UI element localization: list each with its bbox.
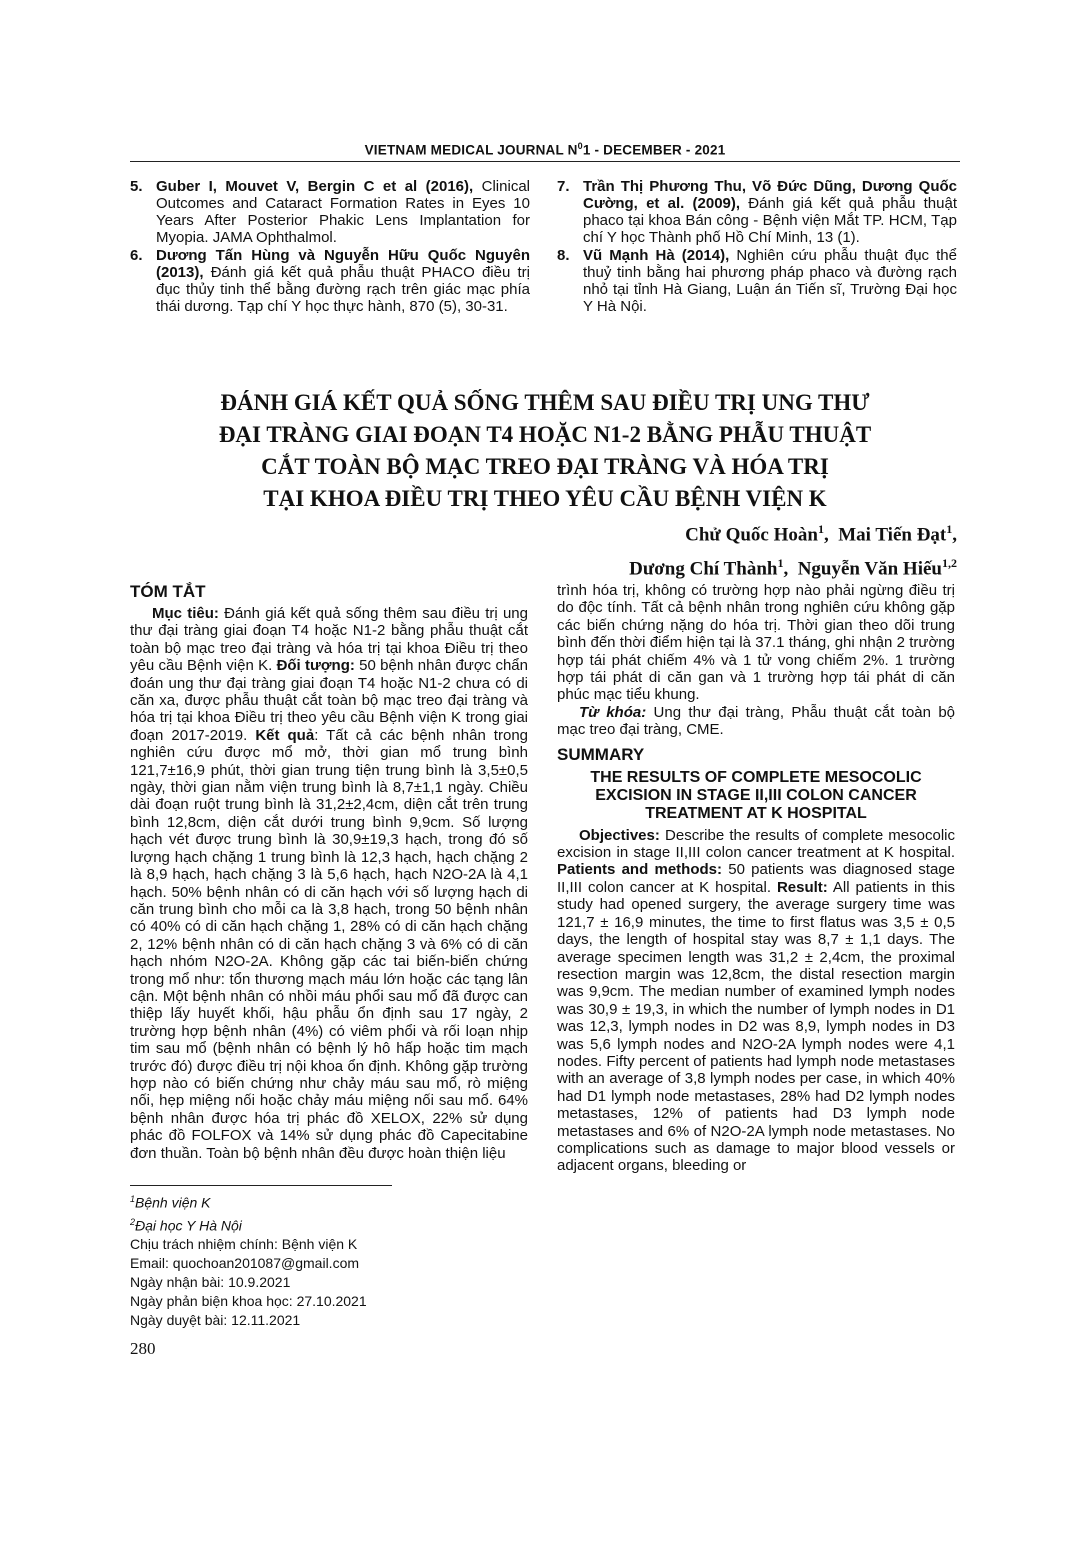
abstract-vi-heading: TÓM TẮT — [130, 582, 206, 601]
footnote-sup: 2 — [130, 1216, 136, 1227]
author-affiliation: 1 — [817, 522, 824, 536]
reference-text: Nghiên cứu phẫu thuật đục thể thuỷ tinh bằng hai phương pháp phaco và đường rạch nhỏ tại tỉnh Hà Giang, Luận án Tiến sĩ, Trường Đại học Y Hà Nội. — [583, 247, 957, 315]
author-name: Chử Quốc Hoàn — [685, 524, 818, 546]
footnotes — [130, 1190, 530, 1330]
header-divider — [130, 161, 960, 162]
article-title — [130, 387, 960, 515]
objectives-label: Objectives: — [579, 826, 660, 844]
reference-item — [130, 178, 530, 246]
footnote-text: Bệnh viện K — [135, 1194, 211, 1211]
abstract-vi-paragraph-continued: trình hóa trị, không có trường hợp nào phải ngừng điều trị do độc tính. Tất cả bệnh nhân trong nghiên cứu không gặp các biến chứng nặng do hóa trị. Thời gian theo dõi trung bình đến thời điểm hiện tại là 37.1 tháng, ghi nhận 2 trường hợp tái phát chiếm 4% và 1 tử vong chiếm 2%. 1 trường hợp tái phát di căn gan và 1 trường hợp tái phát di căn phúc mạc tiểu khung. — [557, 582, 955, 704]
abstract-vi-column — [130, 582, 528, 1162]
subjects-label: Đối tượng: — [276, 657, 355, 675]
keywords-label: Từ khóa: — [579, 703, 647, 721]
journal-header-suffix: 1 - DECEMBER - 2021 — [582, 142, 726, 158]
results-text: : Tất cả các bệnh nhân trong nghiên cứu được mổ mở, thời gian mổ trung bình 121,7±16,9 phút, thời gian trung tiện trung bình là 3,5±0,5 ngày, thời gian nằm viện trung bình là 8,7±1,1 ngày. Chiều dài đoạn ruột trung bình là 31,2±2,4cm, diện cắt trên trung bình 12,8cm, diện cắt dưới trung bình 9,9cm. Số lượng hạch vét được trung bình là 30,9±19,3 hạch, trong đó số lượng hạch chặng 1 trung bình là 12,3 hạch, hạch chặng 2 là 8,9 hạch, hạch chặng 3 là 5,6 hạch, hạch N2O-2A là 4,1 hạch. 50% bệnh nhân có di căn hạch với số lượng hạch di căn trung bình cho mỗi ca là 3,8 hạch, trong 50 bệnh nhân có 40% có di căn hạch chặng 1, 28% có di căn hạch chặng 2, 12% bệnh nhân có di căn hạch chặng 3 và 6% có di căn hạch nhóm N2O-2A. Không gặp các tai biến-biến chứng trong mổ như: tổn thương mạch máu lớn hoặc các tạng lân cận. Một bệnh nhân có nhồi máu phổi sau mổ đã được can thiệp lấy huyết khối, hậu phẫu ổn định sau 17 ngày, 2 trường hợp bệnh nhân (4%) có viêm phổi và rối loạn nhịp tim sau mổ (bệnh nhân có bệnh lý hô hấp hoặc tim mạch trước đó) được điều trị nội khoa ổn định. Không gặp trường hợp nào có biến chứng như chảy máu sau mổ, rò miệng nối, hẹp miệng nối hoặc chảy máu miệng nối sau mổ. 64% bệnh nhân được hóa trị phác đồ XELOX, 22% sử dụng phác đồ FOLFOX và 14% sử dụng phác đồ Capecitabine đơn thuần. Toàn bộ bệnh nhân đều được hoàn thiện liệu — [130, 726, 528, 1162]
reference-number: 5. — [130, 178, 143, 195]
reference-authors: Trần Thị Phương Thu, Võ Đức Dũng, Dương Quốc Cường, et al. (2009), — [583, 178, 957, 212]
footnote-affiliation-1 — [130, 1190, 530, 1213]
author-separator: , — [783, 558, 798, 580]
results-label: Kết quả — [255, 726, 315, 744]
reference-number: 7. — [557, 178, 570, 195]
references-left-column — [130, 178, 530, 316]
author-separator: , — [952, 524, 957, 546]
reference-item — [130, 247, 530, 315]
article-authors — [357, 515, 957, 584]
article-title-line: ĐẠI TRÀNG GIAI ĐOẠN T4 HOẶC N1-2 BẰNG PHẪU THUẬT — [218, 422, 872, 447]
reference-authors: Vũ Mạnh Hà (2014), — [583, 247, 730, 264]
objectives-text: Describe the results of complete mesocolic excision in stage II,III colon cancer treatment at K hospital. — [557, 826, 955, 862]
reference-number: 6. — [130, 247, 143, 264]
reference-authors: Guber I, Mouvet V, Bergin C et al (2016), — [156, 178, 474, 195]
abstract-vi-continuation — [557, 582, 955, 739]
author-name: Mai Tiến Đạt — [838, 524, 947, 546]
author-affiliation: 1 — [777, 556, 784, 571]
footnote-reviewed: Ngày phản biện khoa học: 27.10.2021 — [130, 1293, 367, 1310]
references-right-column — [557, 178, 957, 316]
article-title-line: TẠI KHOA ĐIỀU TRỊ THEO YÊU CẦU BỆNH VIỆN K — [263, 486, 827, 511]
author-affiliation: 1 — [946, 522, 953, 536]
authors-line-2 — [357, 549, 957, 583]
footnote-affiliation-2 — [130, 1213, 530, 1236]
page-number: 280 — [130, 1339, 156, 1358]
summary-title-line: THE RESULTS OF COMPLETE MESOCOLIC — [590, 768, 922, 786]
objective-label: Mục tiêu: — [152, 605, 219, 622]
reference-body — [156, 247, 530, 315]
article-title-line: CẮT TOÀN BỘ MẠC TREO ĐẠI TRÀNG VÀ HÓA TRỊ — [261, 454, 829, 479]
footnote-sup: 1 — [130, 1194, 136, 1204]
keywords-text: Ung thư đại tràng, Phẫu thuật cắt toàn bộ mạc treo đại tràng, CME. — [557, 703, 955, 739]
reference-item — [557, 178, 957, 246]
article-title-line: ĐÁNH GIÁ KẾT QUẢ SỐNG THÊM SAU ĐIỀU TRỊ UNG THƯ — [220, 390, 870, 415]
summary-heading: SUMMARY — [557, 744, 645, 764]
reference-body — [156, 178, 530, 246]
author-affiliation: 1,2 — [942, 556, 957, 571]
footnote-received: Ngày nhận bài: 10.9.2021 — [130, 1274, 291, 1291]
abstract-right-column — [557, 582, 955, 1175]
reference-text: Clinical Outcomes and Cataract Formation Rates in Eyes 10 Years After Posterior Phakic Lens Implantation for Myopia. JAMA Ophthalmol. — [156, 178, 530, 246]
keywords-paragraph — [557, 704, 955, 739]
journal-header-prefix: VIETNAM MEDICAL JOURNAL N — [364, 142, 578, 158]
authors-line-1 — [357, 515, 957, 549]
reference-item — [557, 247, 957, 315]
reference-body — [583, 178, 957, 246]
reference-text: Đánh giá kết quả phẫu thuật phaco tại khoa Bán công - Bệnh viện Mắt TP. HCM, Tạp chí Y học Thành phố Hồ Chí Minh, 13 (1). — [583, 195, 957, 246]
footnote-accepted: Ngày duyệt bài: 12.11.2021 — [130, 1312, 301, 1329]
summary-paragraph — [557, 827, 955, 1175]
result-text: All patients in this study had opened surgery, the average surgery time was 121,7 ± 16,9 minutes, the time to first flatus was 3,5 ± 0,5 days, the length of hospital stay was 8,7 ± 1,1 days. The average specimen length was 31,2 ± 2,4cm, the proximal resection margin was 12,8cm, the distal resection margin was 9,9cm. The median number of examined lymph nodes was 30,9 ± 19,3, in which the number of lymph nodes in D1 was 12,3, lymph nodes in D2 was 8,9, lymph nodes in D3 was 5,6 lymph nodes and N2O-2A lymph nodes were 4,1 nodes. Fifty percent of patients had lymph node metastases with an average of 3,8 lymph nodes per case, in which 40% had D1 lymph node metastases, 28% had D2 lymph nodes metastases, 12% of patients had D3 lymph node metastases and 6% of N2O-2A lymph node metastases. No complications such as damage to major blood vessels or adjacent organs, bleeding or — [557, 878, 955, 1175]
footnote-text: Đại học Y Hà Nội — [135, 1217, 242, 1234]
footnote-divider — [130, 1185, 392, 1186]
subjects-text: 50 bệnh nhân được chẩn đoán ung thư đại tràng giai đoạn T4 hoặc N1-2 chưa có di căn xa, được phẫu thuật cắt toàn bộ mạc treo đại tràng và hóa trị tại khoa Điều trị theo yêu cầu Bệnh viện K trong giai đoạn 2017-2019. — [130, 657, 528, 744]
footnote-email: Email: quochoan201087@gmail.com — [130, 1255, 360, 1272]
abstract-vi-paragraph — [130, 605, 528, 1162]
summary-title-line: EXCISION IN STAGE II,III COLON CANCER — [595, 786, 917, 804]
journal-header-sup: 0 — [577, 141, 583, 151]
journal-running-header — [130, 141, 960, 161]
summary-title-line: TREATMENT AT K HOSPITAL — [645, 804, 867, 822]
result-label: Result: — [776, 878, 828, 896]
objective-text: Đánh giá kết quả sống thêm sau điều trị ung thư đại tràng giai đoạn T4 hoặc N1-2 bằng phẫu thuật cắt toàn bộ mạc treo đại tràng và hóa trị tại khoa Điều trị theo yêu cầu Bệnh viện K. — [130, 605, 528, 675]
author-separator: , — [823, 524, 839, 546]
author-name: Nguyễn Văn Hiếu — [797, 558, 942, 580]
author-name: Dương Chí Thành — [629, 558, 778, 580]
summary-title — [557, 769, 955, 823]
methods-label: Patients and methods: — [557, 861, 722, 879]
methods-text: 50 patients was diagnosed stage II,III colon cancer at K hospital. — [557, 861, 956, 896]
reference-authors: Dương Tấn Hùng và Nguyễn Hữu Quốc Nguyên (2013), — [156, 247, 530, 281]
reference-text: Đánh giá kết quả phẫu thuật PHACO điều trị đục thủy tinh thể bằng đường rạch trên giác mạc phía thái dương. Tạp chí Y học thực hành, 870 (5), 30-31. — [156, 264, 530, 315]
footnote-responsible: Chịu trách nhiệm chính: Bệnh viện K — [130, 1236, 358, 1253]
reference-number: 8. — [557, 247, 570, 264]
reference-body — [583, 247, 957, 315]
